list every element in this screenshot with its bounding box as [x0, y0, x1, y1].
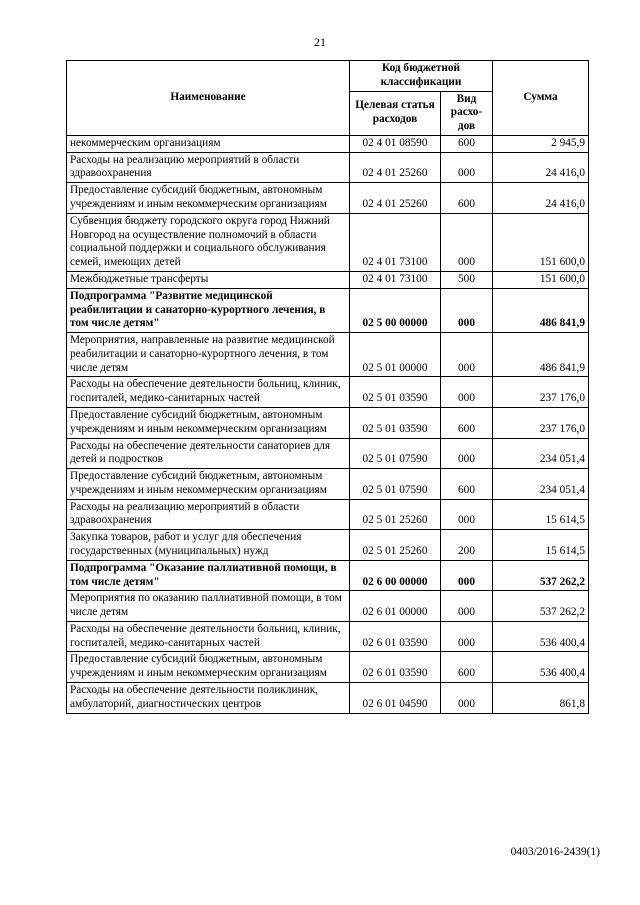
row-amount: 536 400,4 — [493, 621, 589, 652]
table-header — [67, 61, 589, 136]
row-target-article: 02 5 01 25260 — [350, 499, 441, 530]
row-name: Мероприятия по оказанию паллиативной помощи, в том числе детям — [67, 591, 350, 622]
row-expense-type: 000 — [441, 683, 493, 714]
row-name: Подпрограмма "Оказание паллиативной помощи, в том числе детям" — [67, 560, 350, 591]
table-row — [67, 469, 589, 500]
row-amount: 486 841,9 — [493, 288, 589, 332]
row-name: Расходы на обеспечение деятельности больниц, клиник, госпиталей, медико-санитарных частей — [67, 621, 350, 652]
table-row — [67, 135, 589, 152]
row-name: Предоставление субсидий бюджетным, автономным учреждениям и иным некоммерческим организациям — [67, 407, 350, 438]
row-amount: 861,8 — [493, 683, 589, 714]
table-row — [67, 683, 589, 714]
row-expense-type: 000 — [441, 499, 493, 530]
row-expense-type: 000 — [441, 377, 493, 408]
row-amount: 537 262,2 — [493, 591, 589, 622]
row-target-article: 02 5 01 07590 — [350, 438, 441, 469]
page-number: 21 — [314, 35, 326, 49]
row-name: Расходы на обеспечение деятельности поликлиник, амбулаторий, диагностических центров — [67, 683, 350, 714]
row-name: некоммерческим организациям — [67, 135, 350, 152]
row-name: Подпрограмма "Развитие медицинской реабилитации и санаторно-курортного лечения, в том числе детям" — [67, 288, 350, 332]
table-row — [67, 152, 589, 183]
row-expense-type: 600 — [441, 183, 493, 214]
row-expense-type: 000 — [441, 333, 493, 377]
row-expense-type: 600 — [441, 407, 493, 438]
table-row — [67, 560, 589, 591]
row-amount: 151 600,0 — [493, 213, 589, 271]
row-expense-type: 000 — [441, 560, 493, 591]
row-expense-type: 000 — [441, 288, 493, 332]
header-code-group: Код бюджетной классификации — [350, 61, 493, 92]
row-name: Расходы на обеспечение деятельности больниц, клиник, госпиталей, медико-санитарных частей — [67, 377, 350, 408]
row-name: Межбюджетные трансферты — [67, 271, 350, 288]
row-amount: 151 600,0 — [493, 271, 589, 288]
row-target-article: 02 6 01 03590 — [350, 621, 441, 652]
row-amount: 234 051,4 — [493, 438, 589, 469]
header-amount: Сумма — [493, 61, 589, 136]
table-row — [67, 333, 589, 377]
row-name: Субвенция бюджету городского округа город Нижний Новгород на осуществление полномочий в области социальной поддержки и социального обслуживания семей, имеющих детей — [67, 213, 350, 271]
row-name: Расходы на обеспечение деятельности санаториев для детей и подростков — [67, 438, 350, 469]
header-expense-type: Вид расхо-дов — [441, 91, 493, 135]
row-target-article: 02 4 01 25260 — [350, 152, 441, 183]
row-expense-type: 200 — [441, 530, 493, 561]
row-target-article: 02 5 01 25260 — [350, 530, 441, 561]
row-target-article: 02 6 01 04590 — [350, 683, 441, 714]
row-name: Расходы на реализацию мероприятий в области здравоохранения — [67, 499, 350, 530]
row-target-article: 02 5 01 03590 — [350, 377, 441, 408]
row-target-article: 02 6 00 00000 — [350, 560, 441, 591]
row-target-article: 02 4 01 73100 — [350, 213, 441, 271]
row-expense-type: 000 — [441, 213, 493, 271]
row-expense-type: 000 — [441, 438, 493, 469]
row-amount: 2 945,9 — [493, 135, 589, 152]
row-expense-type: 600 — [441, 135, 493, 152]
row-target-article: 02 5 01 00000 — [350, 333, 441, 377]
row-target-article: 02 5 01 03590 — [350, 407, 441, 438]
row-expense-type: 500 — [441, 271, 493, 288]
table-row — [67, 377, 589, 408]
row-name: Предоставление субсидий бюджетным, автономным учреждениям и иным некоммерческим организациям — [67, 469, 350, 500]
row-target-article: 02 5 00 00000 — [350, 288, 441, 332]
table-row — [67, 288, 589, 332]
row-amount: 15 614,5 — [493, 530, 589, 561]
table-body — [67, 135, 589, 713]
header-target-article: Целевая статья расходов — [350, 91, 441, 135]
row-amount: 536 400,4 — [493, 652, 589, 683]
table-row — [67, 438, 589, 469]
row-target-article: 02 5 01 07590 — [350, 469, 441, 500]
row-target-article: 02 6 01 03590 — [350, 652, 441, 683]
row-amount: 237 176,0 — [493, 407, 589, 438]
row-target-article: 02 4 01 08590 — [350, 135, 441, 152]
row-target-article: 02 6 01 00000 — [350, 591, 441, 622]
row-expense-type: 000 — [441, 591, 493, 622]
row-amount: 24 416,0 — [493, 152, 589, 183]
row-expense-type: 600 — [441, 469, 493, 500]
row-expense-type: 000 — [441, 152, 493, 183]
table-row — [67, 591, 589, 622]
row-name: Предоставление субсидий бюджетным, автономным учреждениям и иным некоммерческим организациям — [67, 652, 350, 683]
table-row — [67, 652, 589, 683]
table-row — [67, 183, 589, 214]
table-row — [67, 213, 589, 271]
table-row — [67, 407, 589, 438]
row-expense-type: 000 — [441, 621, 493, 652]
row-name: Предоставление субсидий бюджетным, автономным учреждениям и иным некоммерческим организациям — [67, 183, 350, 214]
table-row — [67, 621, 589, 652]
header-name: Наименование — [67, 61, 350, 136]
row-expense-type: 600 — [441, 652, 493, 683]
table-row — [67, 271, 589, 288]
row-amount: 537 262,2 — [493, 560, 589, 591]
row-amount: 24 416,0 — [493, 183, 589, 214]
table-row — [67, 530, 589, 561]
budget-table — [66, 60, 589, 714]
document-code: 0403/2016-2439(1) — [510, 846, 600, 858]
table-row — [67, 499, 589, 530]
row-amount: 15 614,5 — [493, 499, 589, 530]
row-target-article: 02 4 01 73100 — [350, 271, 441, 288]
row-name: Закупка товаров, работ и услуг для обеспечения государственных (муниципальных) нужд — [67, 530, 350, 561]
row-amount: 486 841,9 — [493, 333, 589, 377]
row-name: Расходы на реализацию мероприятий в области здравоохранения — [67, 152, 350, 183]
row-amount: 237 176,0 — [493, 377, 589, 408]
row-amount: 234 051,4 — [493, 469, 589, 500]
row-name: Мероприятия, направленные на развитие медицинской реабилитации и санаторно-курортного лечения, в том числе детям — [67, 333, 350, 377]
row-target-article: 02 4 01 25260 — [350, 183, 441, 214]
